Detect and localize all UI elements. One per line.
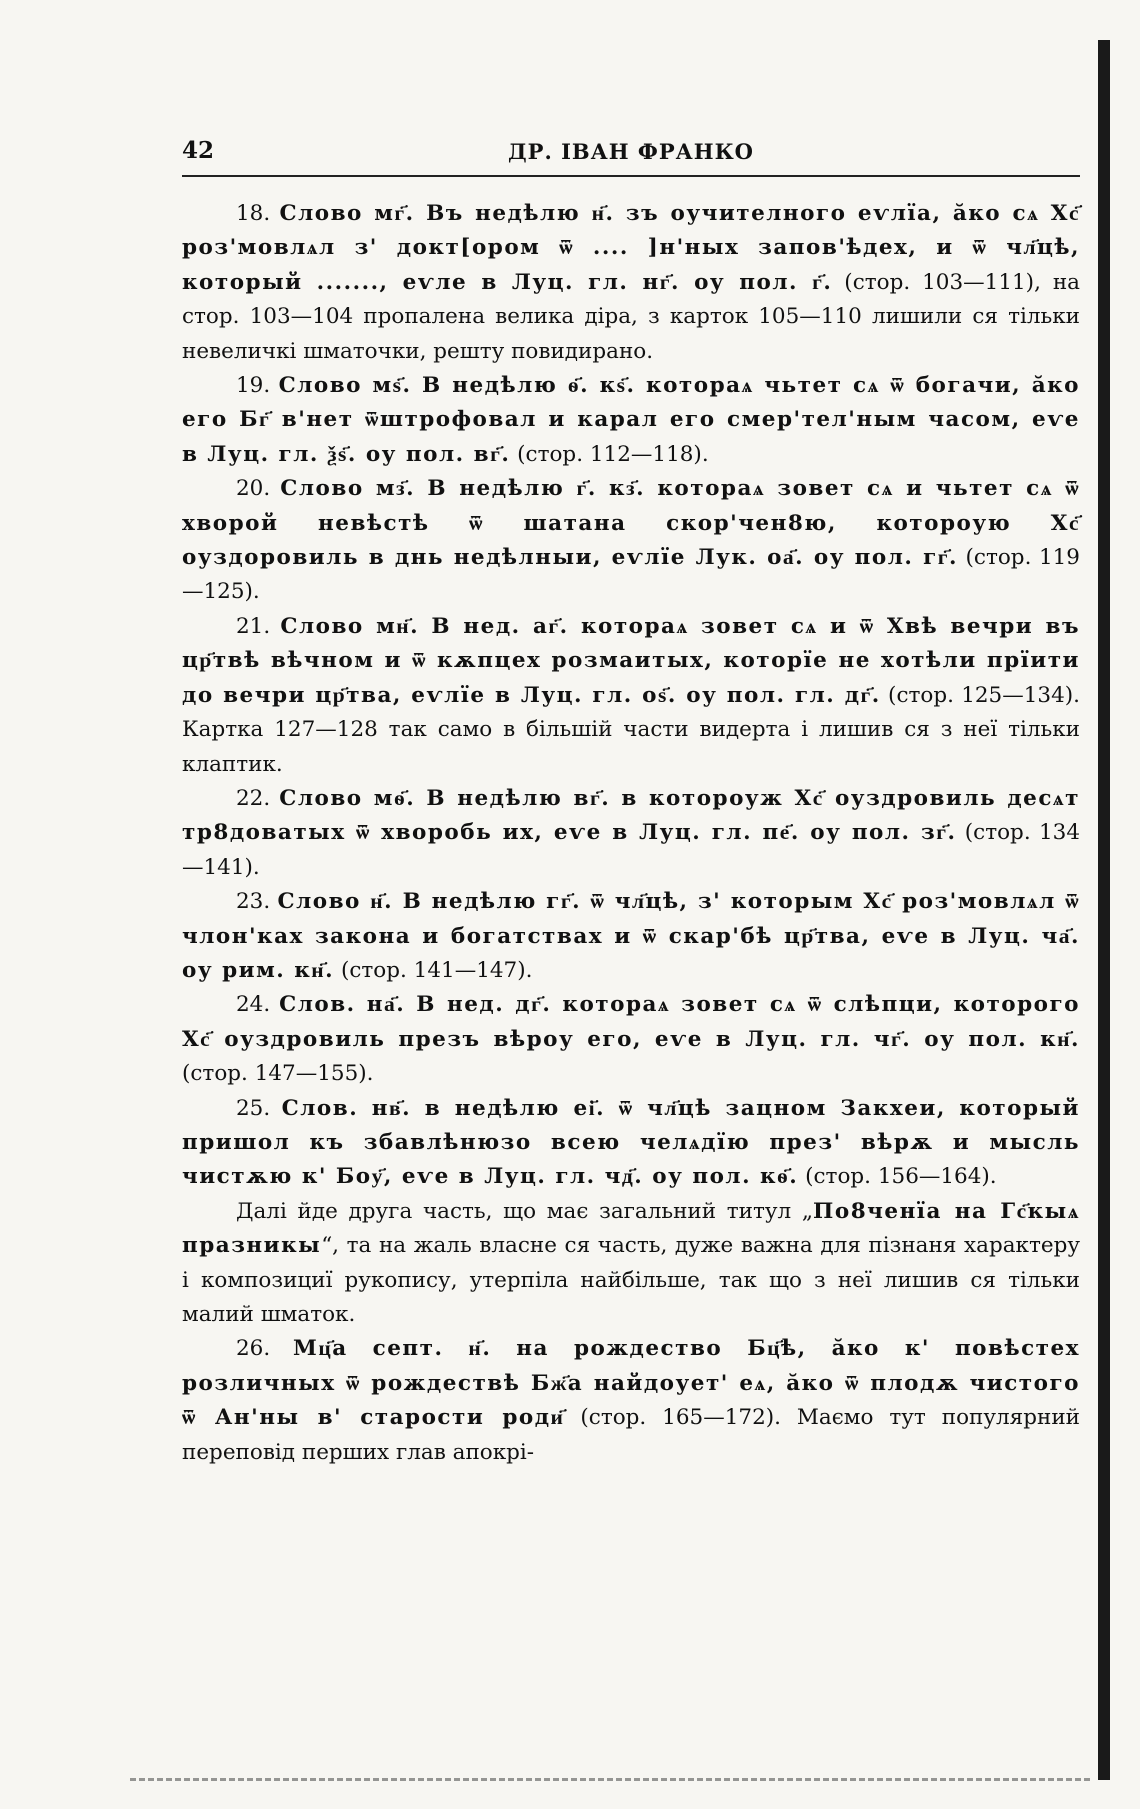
- entry-number: 26.: [236, 1336, 294, 1362]
- page-header: [182, 135, 1080, 177]
- commentary-text: (стор. 125—134). Картка 127—128 так само в більшій части видерта і лишив ся з неї тільки клаптик.: [182, 682, 1080, 777]
- entry-number: 19.: [236, 373, 279, 399]
- entry-26: [182, 1332, 1080, 1470]
- entry-25: [182, 1092, 1080, 1195]
- commentary-text: (стор. 147—155).: [182, 1061, 374, 1087]
- commentary-text: “, та на жаль власне ся часть, дуже важна для пізнаня характеру і композициї рукопису, утерпіла найбільше, так що з неї лишив ся тільки малий шматок.: [182, 1233, 1080, 1327]
- church-slavonic-text: По8ченїа на Гс҃кыѧ празникы: [182, 1198, 1080, 1259]
- entry-number: 22.: [236, 785, 280, 811]
- commentary-text: (стор. 156—164).: [798, 1164, 997, 1190]
- entry-24: [182, 988, 1080, 1091]
- church-slavonic-text: Слово мн҃. В нед. аг҃. котораѧ зовет сѧ и ѿ Хвѣ вечри въ цр҃твѣ вѣчном и ѿ кѫпцех розмаитых, которїе не хотѣли прїити до вечри цр҃тва, еѵлїе в Луц. гл. оѕ҃. оу пол. гл. дг҃.: [182, 613, 1080, 708]
- church-slavonic-text: Мц҃а септ. н҃. на рождество Бц҃ѣ, ӑко к' повѣстех розличных ѿ рождествѣ Бж҃а найдоует' еѧ, ӑко ѿ плодѫ чистого ѿ Ан'ны в' старости роди҃: [182, 1336, 1080, 1431]
- entry-number: 23.: [236, 889, 278, 915]
- commentary-text: (стор. 134—141).: [182, 820, 1081, 880]
- commentary-text: (стор. 119—125).: [182, 545, 1080, 605]
- church-slavonic-text: Слово мѕ҃. В недѣлю ѳ҃. кѕ҃. котораѧ чьтет сѧ ѿ богачи, ӑко его Бг҃ в'нет ѿштрофовал и карал его смер'тел'ным часом, еѵе в Луц. гл. ѯѕ҃. оу пол. вг҃.: [182, 373, 1080, 467]
- entry-22: [182, 782, 1080, 885]
- church-slavonic-text: Слово мз҃. В недѣлю г҃. кз҃. котораѧ зовет сѧ и чьтет сѧ ѿ хворой невѣстѣ ѿ шатана скор'чен8ю, котороую Хс҃ оуздоровиль в днь недѣлныи, еѵлїе Лук. оа҃. оу пол. гг҃.: [182, 476, 1080, 571]
- church-slavonic-text: Слово н҃. В недѣлю гг҃. ѿ чл҃цѣ, з' которым Хс҃ роз'мовлѧл ѿ члон'ках закона и богатствах и ѿ скар'бѣ цр҃тва, еѵе в Луц. ча҃. оу рим. кн҃.: [182, 889, 1080, 983]
- entry-number: 20.: [236, 476, 281, 502]
- church-slavonic-text: Слов. нв҃. в недѣлю еі҃. ѿ чл҃цѣ зацном Закхеи, который пришол къ збавлѣнюзо всею челѧдїю през' вѣрѫ и мысль чистѫю к' Боу҃, еѵе в Луц. гл. чд҃. оу пол. кѳ҃.: [182, 1095, 1080, 1190]
- page-body: [182, 197, 1080, 1470]
- running-title: ДР. ІВАН ФРАНКО: [508, 139, 754, 164]
- entry-18: [182, 197, 1080, 369]
- commentary-text: (стор. 103—111), на стор. 103—104 пропалена велика діра, з карток 105—110 лишили ся тільки невеличкі шматочки, решту повидирано.: [182, 269, 1080, 364]
- commentary-text: Далі йде друга часть, що має загальний титул „: [236, 1198, 814, 1224]
- entry-number: 25.: [236, 1095, 282, 1121]
- entry-number: 24.: [236, 992, 280, 1018]
- entry-19: [182, 369, 1080, 472]
- church-slavonic-text: Слово мѳ҃. В недѣлю вг҃. в котороуж Хс҃ оуздровиль десѧт тр8доватых ѿ хворобь их, еѵе в Луц. гл. пе҃. оу пол. зг҃.: [182, 785, 1080, 846]
- entry-number: 18.: [236, 201, 280, 226]
- entry-20: [182, 472, 1080, 610]
- commentary-text: (стор. 112—118).: [510, 441, 709, 467]
- church-slavonic-text: Слов. на҃. В нед. дг҃. котораѧ зовет сѧ ѿ слѣпци, которого Хс҃ оуздровиль презъ вѣроу его, еѵе в Луц. гл. чг҃. оу пол. кн҃.: [182, 992, 1080, 1052]
- entry-21: [182, 610, 1080, 782]
- page-number: 42: [182, 137, 215, 164]
- entry-23: [182, 885, 1080, 988]
- commentary-text: (стор. 141—147).: [334, 957, 533, 983]
- entry-number: 21.: [236, 613, 281, 639]
- commentary-text: (стор. 165—172). Маємо тут популярний переповід перших глав апокрі-: [182, 1405, 1080, 1465]
- section-intro-paragraph: [182, 1195, 1080, 1333]
- scan-edge-bar: [1098, 40, 1110, 1780]
- scan-bottom-noise: [130, 1778, 1090, 1787]
- church-slavonic-text: Слово мг҃. Въ недѣлю н҃. зъ оучителного еѵлїа, ӑко сѧ Хс҃ роз'мовлѧл з' докт[ором ѿ .... ]н'ных запов'ѣдех, и ѿ чл҃цѣ, который ......., еѵле в Луц. гл. нг҃. оу пол. г҃.: [182, 201, 1081, 295]
